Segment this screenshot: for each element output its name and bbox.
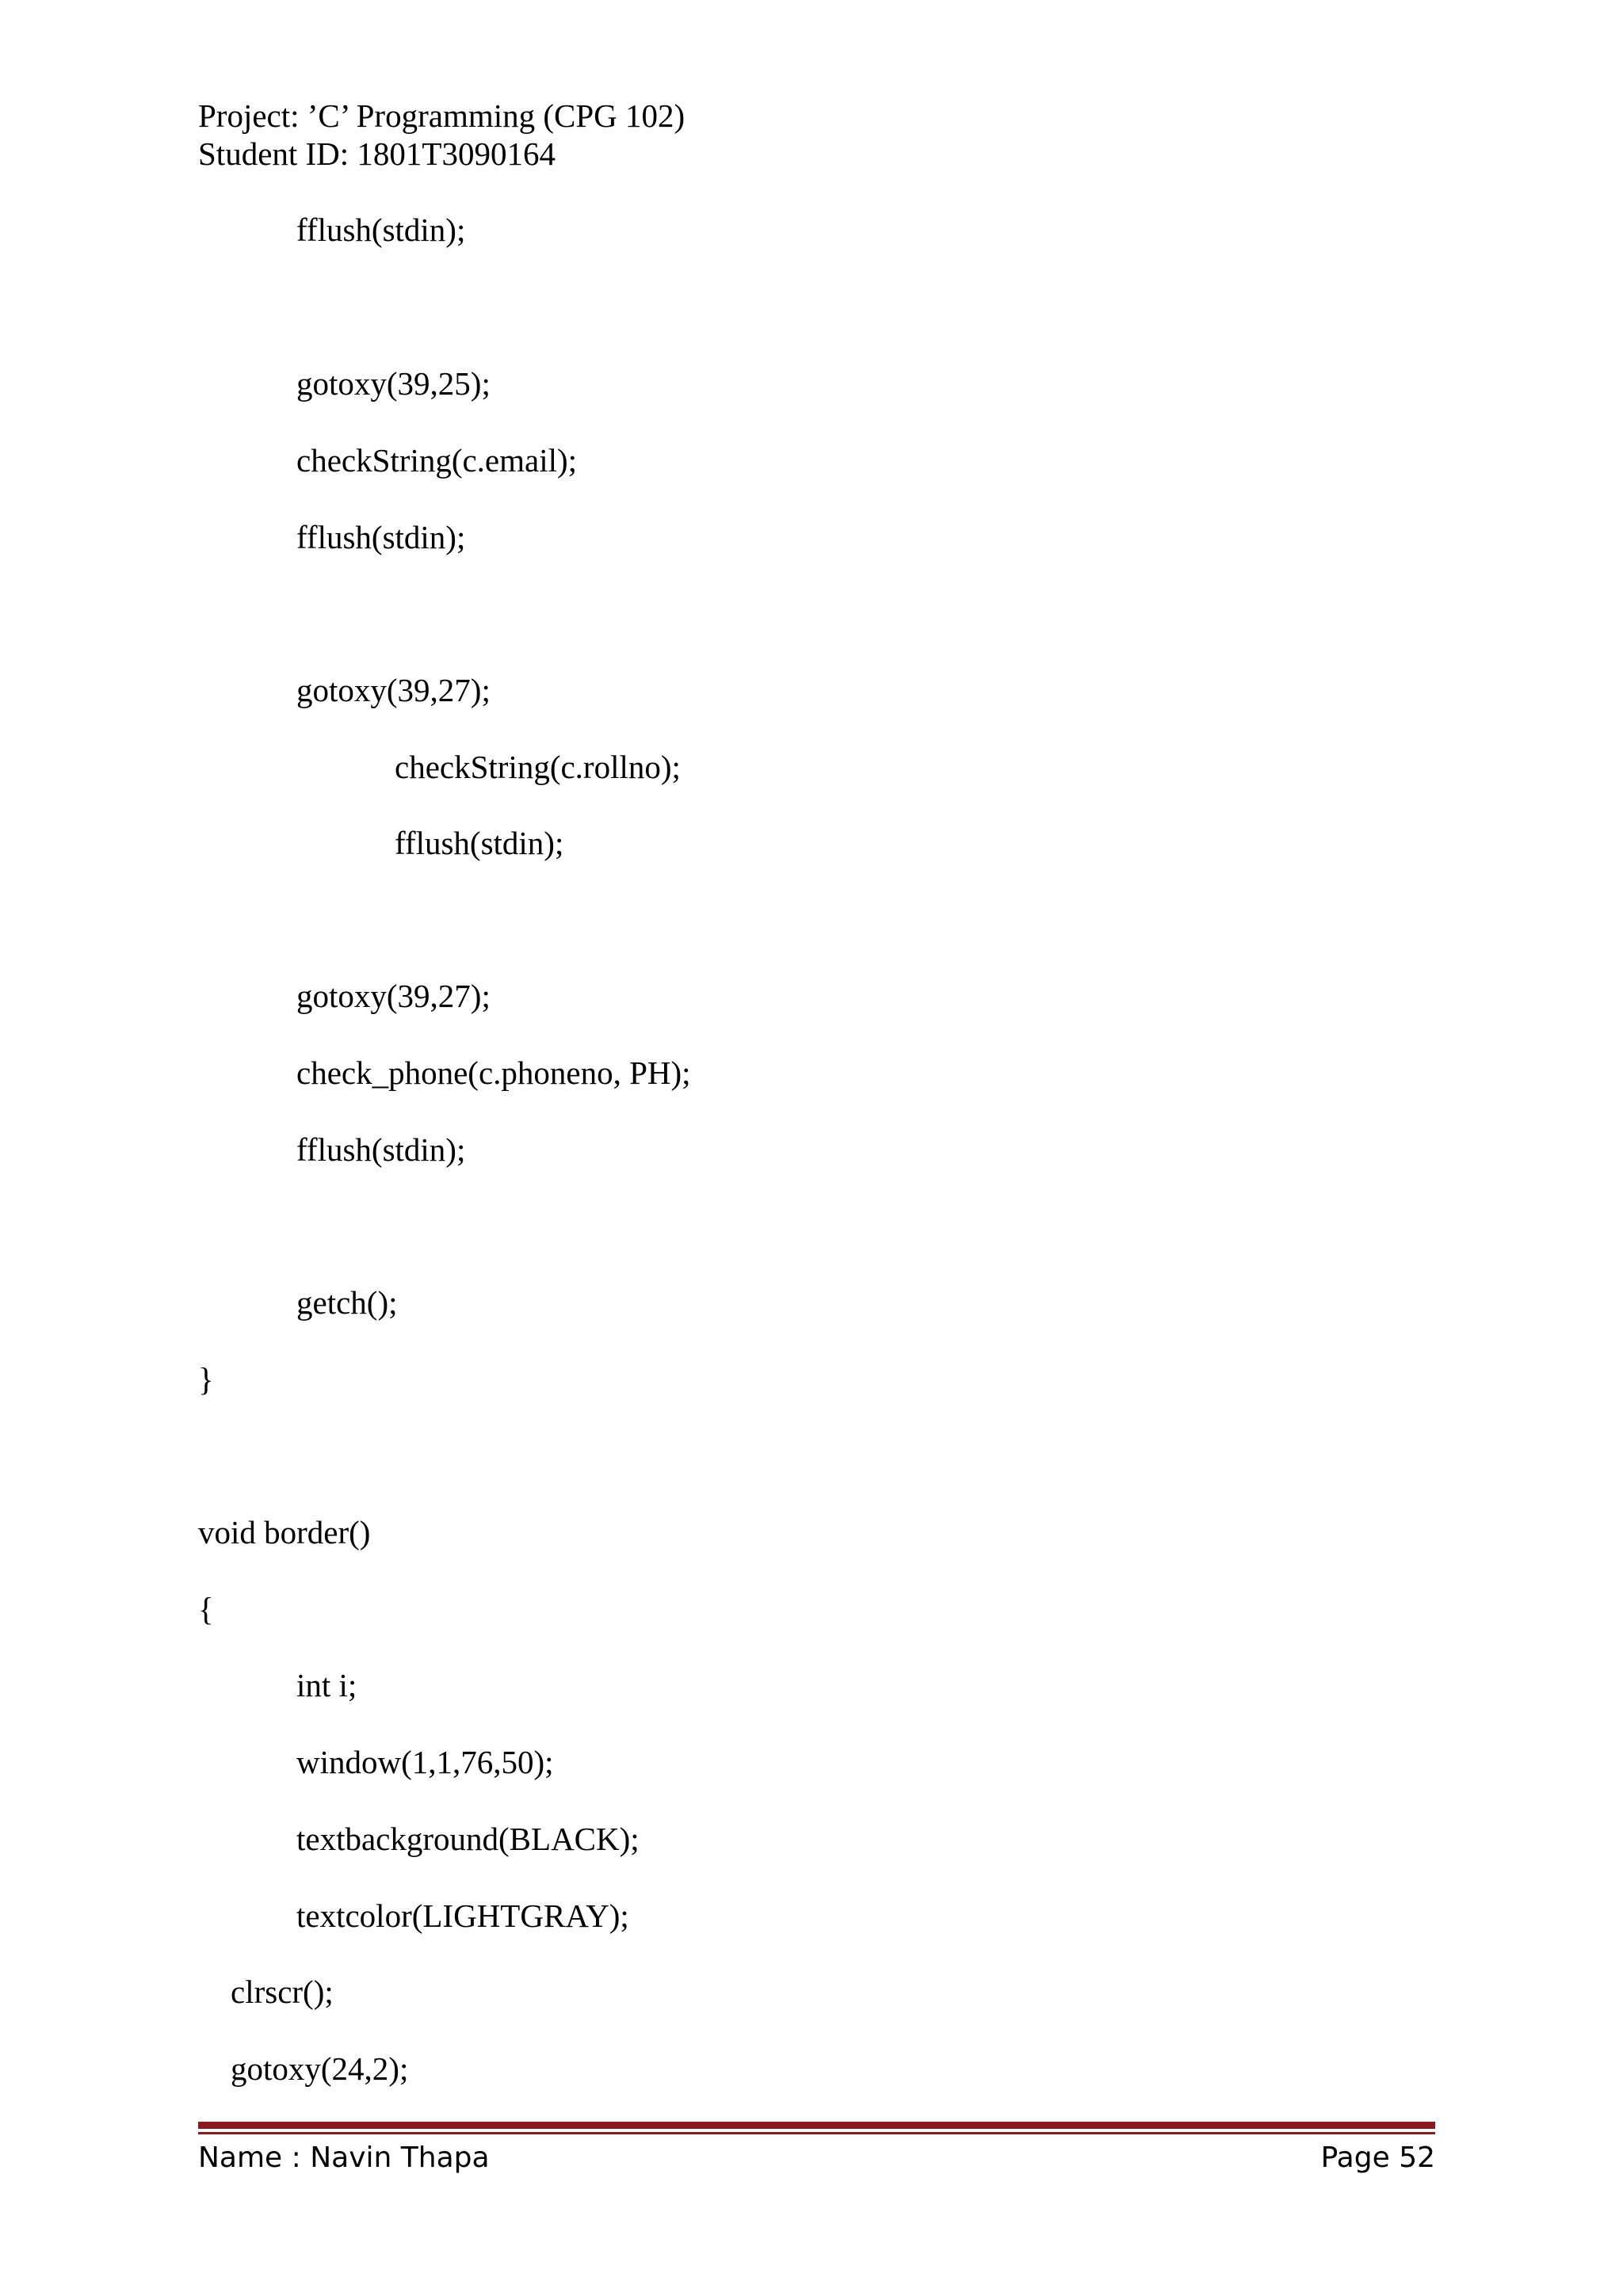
code-line: fflush(stdin); (296, 519, 466, 555)
footer-page-number: Page 52 (1320, 2142, 1435, 2174)
code-line: gotoxy(39,27); (296, 672, 491, 708)
code-line: } (198, 1361, 214, 1398)
code-line: clrscr(); (231, 1974, 334, 2010)
code-line: check_phone(c.phoneno, PH); (296, 1055, 691, 1091)
code-line: fflush(stdin); (296, 1131, 466, 1168)
project-title: Project: ’C’ Programming (CPG 102) (198, 97, 685, 134)
code-line: gotoxy(39,25); (296, 365, 491, 402)
code-line: { (198, 1591, 214, 1627)
code-line: textcolor(LIGHTGRAY); (296, 1897, 629, 1934)
code-line: getch(); (296, 1284, 398, 1321)
code-line: gotoxy(24,2); (231, 2050, 409, 2087)
footer-author-name: Name : Navin Thapa (198, 2142, 490, 2174)
footer-rule-thin (198, 2132, 1435, 2134)
code-line: fflush(stdin); (395, 825, 564, 861)
code-line: window(1,1,76,50); (296, 1744, 554, 1780)
student-id: Student ID: 1801T3090164 (198, 135, 556, 172)
code-line: textbackground(BLACK); (296, 1821, 640, 1857)
code-line: fflush(stdin); (296, 212, 466, 248)
code-line: void border() (198, 1514, 371, 1550)
code-line: checkString(c.email); (296, 442, 578, 479)
code-line: checkString(c.rollno); (395, 749, 681, 785)
code-line: int i; (296, 1667, 357, 1703)
page-header (198, 97, 685, 173)
footer-rule-thick (198, 2122, 1435, 2129)
code-line: gotoxy(39,27); (296, 978, 491, 1014)
